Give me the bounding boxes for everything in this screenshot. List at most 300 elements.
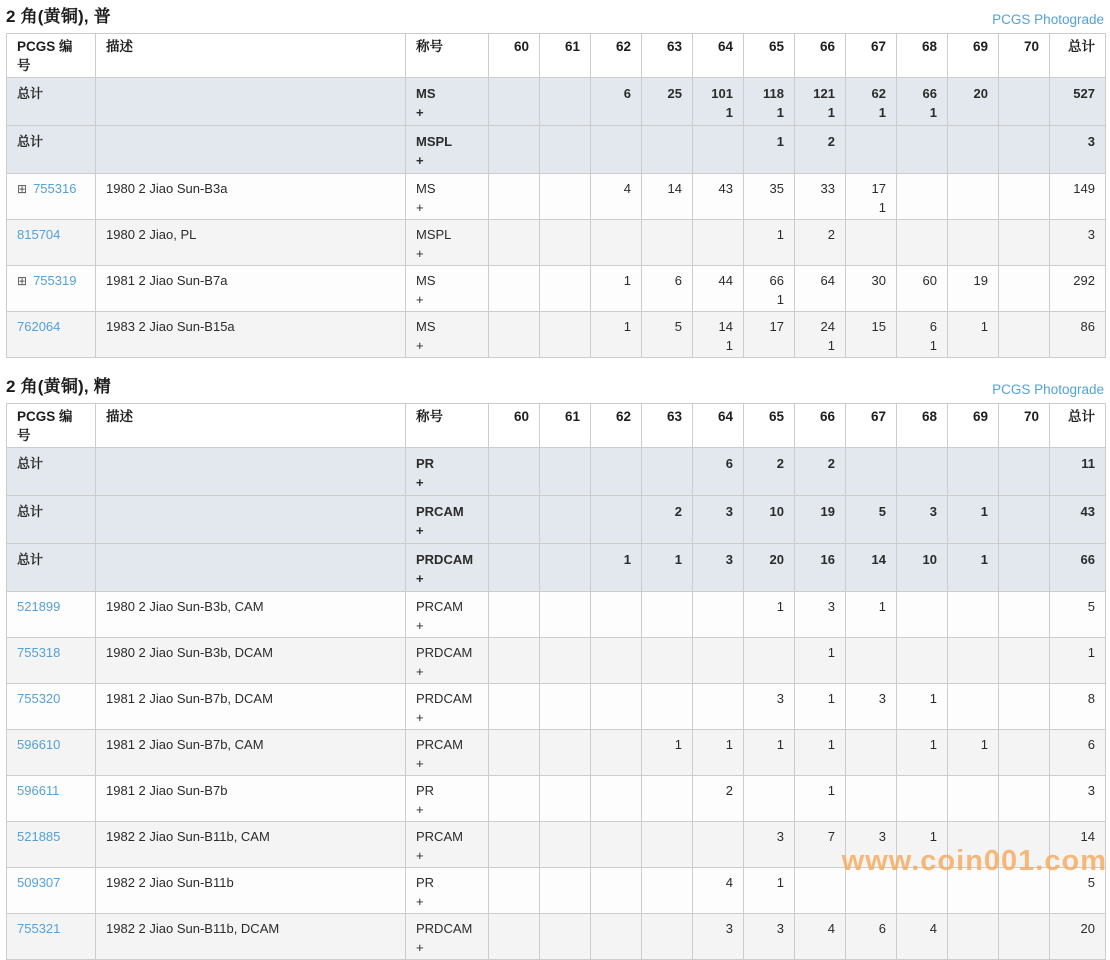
pcgs-number-link[interactable]: 815704 <box>17 227 61 242</box>
designation-label: PRDCAM <box>416 645 473 660</box>
grade-66-cell <box>795 496 846 544</box>
photograde-link-regular[interactable]: PCGS Photograde <box>992 12 1104 27</box>
grade-count: 43 <box>718 181 733 196</box>
grade-64-cell <box>693 914 744 960</box>
grade-68-cell <box>897 592 948 638</box>
grade-count: 3 <box>725 921 733 936</box>
designation-label: MSPL <box>416 227 452 242</box>
designation-cell <box>406 448 489 496</box>
grade-64-cell <box>693 638 744 684</box>
designation-plus-label: + <box>416 940 424 955</box>
grade-70-cell <box>999 312 1050 358</box>
grade-69-cell <box>948 312 999 358</box>
grade-65-cell <box>744 220 795 266</box>
grade-count: 4 <box>725 875 733 890</box>
pcgs-number-link[interactable]: 755319 <box>33 273 77 288</box>
grade-66-cell <box>795 914 846 960</box>
description-cell <box>96 220 406 266</box>
col-header-designation: 称号 <box>406 404 489 448</box>
grade-count: 14 <box>667 181 682 196</box>
description-text: 1980 2 Jiao Sun-B3b, CAM <box>106 599 264 614</box>
grade-count: 25 <box>667 86 682 101</box>
designation-plus-label: + <box>416 246 424 261</box>
description-text: 1981 2 Jiao Sun-B7a <box>106 273 228 288</box>
table-header-row <box>7 404 1106 448</box>
designation-label: PRCAM <box>416 599 463 614</box>
grade-60-cell <box>489 638 540 684</box>
grade-count: 101 <box>711 86 733 101</box>
grade-70-cell <box>999 638 1050 684</box>
designation-cell <box>406 914 489 960</box>
description-cell <box>96 684 406 730</box>
row-total-cell <box>1050 78 1106 126</box>
grade-67-cell <box>846 448 897 496</box>
grade-64-cell <box>693 544 744 592</box>
row-total-cell <box>1050 544 1106 592</box>
grade-63-cell <box>642 730 693 776</box>
row-total-value: 5 <box>1087 599 1095 614</box>
grade-63-cell <box>642 220 693 266</box>
col-header-grade-68: 68 <box>897 34 948 78</box>
grade-63-cell <box>642 592 693 638</box>
designation-label: PR <box>416 875 435 890</box>
grade-64-cell <box>693 78 744 126</box>
row-total-cell <box>1050 638 1106 684</box>
designation-label: PRDCAM <box>416 921 473 936</box>
row-total-cell <box>1050 174 1106 220</box>
grade-70-cell <box>999 592 1050 638</box>
designation-label: MS <box>416 273 436 288</box>
designation-cell <box>406 592 489 638</box>
grade-70-cell <box>999 266 1050 312</box>
description-cell <box>96 776 406 822</box>
grade-60-cell <box>489 496 540 544</box>
expand-icon[interactable]: ⊞ <box>17 274 28 288</box>
grade-plus-count: 1 <box>929 338 937 353</box>
grade-count: 1 <box>827 783 835 798</box>
pcgs-number-cell <box>7 312 96 358</box>
grade-65-cell <box>744 730 795 776</box>
summary-row <box>7 496 1106 544</box>
grade-62-cell <box>591 776 642 822</box>
description-cell <box>96 592 406 638</box>
grade-65-cell <box>744 914 795 960</box>
grade-67-cell <box>846 266 897 312</box>
grade-69-cell <box>948 638 999 684</box>
grade-63-cell <box>642 78 693 126</box>
description-cell <box>96 638 406 684</box>
summary-row <box>7 78 1106 126</box>
grade-count: 2 <box>776 456 784 471</box>
pcgs-number-link[interactable]: 755321 <box>17 921 61 936</box>
col-header-grade-62: 62 <box>591 34 642 78</box>
grade-69-cell <box>948 448 999 496</box>
grade-70-cell <box>999 914 1050 960</box>
grade-66-cell <box>795 730 846 776</box>
description-cell <box>96 544 406 592</box>
row-total-value: 86 <box>1080 319 1095 334</box>
grade-60-cell <box>489 684 540 730</box>
grade-62-cell <box>591 266 642 312</box>
grade-70-cell <box>999 174 1050 220</box>
grade-count: 1 <box>623 273 631 288</box>
grade-69-cell <box>948 776 999 822</box>
grade-60-cell <box>489 822 540 868</box>
row-total-value: 5 <box>1087 875 1095 890</box>
grade-64-cell <box>693 174 744 220</box>
row-total-value: 292 <box>1073 273 1095 288</box>
grade-65-cell <box>744 312 795 358</box>
grade-67-cell <box>846 312 897 358</box>
col-header-total: 总计 <box>1050 34 1106 78</box>
grade-69-cell <box>948 822 999 868</box>
grade-67-cell <box>846 776 897 822</box>
grade-count: 4 <box>623 181 631 196</box>
grade-68-cell <box>897 220 948 266</box>
pcgs-number-cell <box>7 914 96 960</box>
row-total-cell <box>1050 126 1106 174</box>
grade-63-cell <box>642 266 693 312</box>
grade-60-cell <box>489 544 540 592</box>
grade-count: 6 <box>929 319 937 334</box>
grade-64-cell <box>693 312 744 358</box>
population-table-regular <box>6 33 1106 358</box>
grade-64-cell <box>693 448 744 496</box>
grade-count: 19 <box>820 504 835 519</box>
grade-62-cell <box>591 220 642 266</box>
grade-plus-count: 1 <box>725 105 733 120</box>
grade-63-cell <box>642 126 693 174</box>
grade-count: 3 <box>827 599 835 614</box>
grade-67-cell <box>846 638 897 684</box>
grade-count: 1 <box>776 134 784 149</box>
grade-count: 66 <box>769 273 784 288</box>
grade-count: 24 <box>820 319 835 334</box>
grade-count: 121 <box>813 86 835 101</box>
grade-count: 3 <box>878 829 886 844</box>
pcgs-number-cell <box>7 592 96 638</box>
pcgs-number-cell <box>7 78 96 126</box>
grade-61-cell <box>540 730 591 776</box>
grade-66-cell <box>795 592 846 638</box>
pcgs-number-link[interactable]: 755320 <box>17 691 61 706</box>
pcgs-number-link[interactable]: 509307 <box>17 875 61 890</box>
table-row <box>7 914 1106 960</box>
grade-60-cell <box>489 312 540 358</box>
population-table-proof <box>6 403 1106 960</box>
designation-plus-label: + <box>416 200 424 215</box>
designation-plus-label: + <box>416 523 424 538</box>
row-total-value: 3 <box>1087 227 1095 242</box>
designation-plus-label: + <box>416 802 424 817</box>
table-row <box>7 684 1106 730</box>
designation-label: PRCAM <box>416 829 463 844</box>
grade-plus-count: 1 <box>878 105 886 120</box>
pcgs-number-cell <box>7 174 96 220</box>
section-title-proof: 2 角(黄铜), 精 <box>6 377 111 396</box>
grade-61-cell <box>540 914 591 960</box>
description-text: 1982 2 Jiao Sun-B11b, DCAM <box>106 921 280 936</box>
designation-plus-label: + <box>416 105 424 120</box>
grade-count: 2 <box>827 456 835 471</box>
grade-60-cell <box>489 868 540 914</box>
grade-66-cell <box>795 448 846 496</box>
grade-60-cell <box>489 776 540 822</box>
grade-count: 15 <box>871 319 886 334</box>
grade-69-cell <box>948 914 999 960</box>
grade-68-cell <box>897 730 948 776</box>
description-text: 1980 2 Jiao Sun-B3b, DCAM <box>106 645 273 660</box>
grade-63-cell <box>642 638 693 684</box>
total-label: 总计 <box>17 134 44 149</box>
grade-70-cell <box>999 684 1050 730</box>
designation-cell <box>406 684 489 730</box>
grade-66-cell <box>795 776 846 822</box>
grade-count: 7 <box>827 829 835 844</box>
table-row <box>7 638 1106 684</box>
pcgs-number-cell <box>7 496 96 544</box>
table-row <box>7 730 1106 776</box>
grade-65-cell <box>744 544 795 592</box>
grade-61-cell <box>540 638 591 684</box>
grade-64-cell <box>693 126 744 174</box>
grade-67-cell <box>846 914 897 960</box>
designation-cell <box>406 822 489 868</box>
grade-61-cell <box>540 496 591 544</box>
designation-label: PR <box>416 783 435 798</box>
grade-66-cell <box>795 220 846 266</box>
designation-label: MSPL <box>416 134 453 149</box>
col-header-grade-63: 63 <box>642 34 693 78</box>
grade-69-cell <box>948 496 999 544</box>
col-header-grade-62: 62 <box>591 404 642 448</box>
grade-63-cell <box>642 544 693 592</box>
description-text: 1981 2 Jiao Sun-B7b, CAM <box>106 737 264 752</box>
pcgs-number-cell <box>7 868 96 914</box>
table-row <box>7 266 1106 312</box>
grade-60-cell <box>489 730 540 776</box>
grade-67-cell <box>846 822 897 868</box>
description-text: 1983 2 Jiao Sun-B15a <box>106 319 235 334</box>
grade-count: 1 <box>776 599 784 614</box>
grade-69-cell <box>948 78 999 126</box>
pcgs-number-link[interactable]: 521885 <box>17 829 61 844</box>
grade-61-cell <box>540 822 591 868</box>
pcgs-number-link[interactable]: 755318 <box>17 645 61 660</box>
grade-68-cell <box>897 78 948 126</box>
grade-67-cell <box>846 544 897 592</box>
pcgs-number-cell <box>7 638 96 684</box>
designation-cell <box>406 312 489 358</box>
grade-65-cell <box>744 448 795 496</box>
table-row <box>7 868 1106 914</box>
grade-61-cell <box>540 220 591 266</box>
grade-count: 35 <box>769 181 784 196</box>
grade-count: 1 <box>827 737 835 752</box>
grade-70-cell <box>999 544 1050 592</box>
grade-count: 1 <box>674 552 682 567</box>
row-total-value: 527 <box>1073 86 1095 101</box>
description-cell <box>96 448 406 496</box>
grade-67-cell <box>846 592 897 638</box>
grade-63-cell <box>642 776 693 822</box>
description-cell <box>96 496 406 544</box>
description-text: 1981 2 Jiao Sun-B7b, DCAM <box>106 691 273 706</box>
grade-60-cell <box>489 592 540 638</box>
description-cell <box>96 174 406 220</box>
grade-68-cell <box>897 914 948 960</box>
designation-cell <box>406 730 489 776</box>
col-header-grade-65: 65 <box>744 34 795 78</box>
watermark: www.coin001.com <box>841 845 1107 877</box>
col-header-grade-64: 64 <box>693 34 744 78</box>
designation-plus-label: + <box>416 848 424 863</box>
summary-row <box>7 448 1106 496</box>
grade-68-cell <box>897 448 948 496</box>
grade-count: 33 <box>820 181 835 196</box>
grade-count: 3 <box>776 921 784 936</box>
pcgs-number-link[interactable]: 521899 <box>17 599 61 614</box>
grade-68-cell <box>897 544 948 592</box>
grade-69-cell <box>948 126 999 174</box>
col-header-grade-66: 66 <box>795 404 846 448</box>
pcgs-number-cell <box>7 776 96 822</box>
grade-62-cell <box>591 312 642 358</box>
grade-61-cell <box>540 126 591 174</box>
grade-count: 1 <box>929 737 937 752</box>
grade-67-cell <box>846 730 897 776</box>
row-total-cell <box>1050 822 1106 868</box>
grade-70-cell <box>999 868 1050 914</box>
photograde-link-proof[interactable]: PCGS Photograde <box>992 382 1104 397</box>
grade-65-cell <box>744 822 795 868</box>
row-total-cell <box>1050 496 1106 544</box>
grade-count: 2 <box>827 227 835 242</box>
total-label: 总计 <box>17 504 44 519</box>
pcgs-number-link[interactable]: 596611 <box>17 783 60 798</box>
row-total-cell <box>1050 220 1106 266</box>
pcgs-number-cell <box>7 448 96 496</box>
row-total-cell <box>1050 266 1106 312</box>
pcgs-number-cell <box>7 822 96 868</box>
grade-61-cell <box>540 174 591 220</box>
row-total-value: 149 <box>1073 181 1095 196</box>
col-header-grade-70: 70 <box>999 404 1050 448</box>
description-cell <box>96 78 406 126</box>
grade-66-cell <box>795 684 846 730</box>
description-cell <box>96 730 406 776</box>
grade-67-cell <box>846 174 897 220</box>
row-total-value: 8 <box>1087 691 1095 706</box>
row-total-value: 1 <box>1087 645 1095 660</box>
grade-65-cell <box>744 868 795 914</box>
pcgs-number-cell <box>7 684 96 730</box>
grade-count: 4 <box>827 921 835 936</box>
section-header-regular <box>6 3 1104 27</box>
grade-68-cell <box>897 266 948 312</box>
designation-plus-label: + <box>416 153 424 168</box>
grade-plus-count: 1 <box>929 105 937 120</box>
pcgs-number-link[interactable]: 762064 <box>17 319 61 334</box>
pcgs-number-link[interactable]: 755316 <box>33 181 77 196</box>
grade-65-cell <box>744 126 795 174</box>
grade-61-cell <box>540 266 591 312</box>
grade-61-cell <box>540 448 591 496</box>
section-title-regular: 2 角(黄铜), 普 <box>6 7 111 26</box>
grade-count: 3 <box>725 504 733 519</box>
col-header-grade-68: 68 <box>897 404 948 448</box>
designation-label: PRDCAM <box>416 691 473 706</box>
grade-count: 17 <box>769 319 784 334</box>
table-row <box>7 592 1106 638</box>
row-total-value: 3 <box>1087 783 1095 798</box>
grade-count: 1 <box>878 599 886 614</box>
row-total-cell <box>1050 914 1106 960</box>
row-total-cell <box>1050 776 1106 822</box>
grade-count: 1 <box>776 875 784 890</box>
col-header-grade-64: 64 <box>693 404 744 448</box>
grade-69-cell <box>948 592 999 638</box>
col-header-grade-61: 61 <box>540 404 591 448</box>
pcgs-number-link[interactable]: 596610 <box>17 737 61 752</box>
grade-61-cell <box>540 592 591 638</box>
expand-icon[interactable]: ⊞ <box>17 182 28 196</box>
grade-64-cell <box>693 220 744 266</box>
designation-plus-label: + <box>416 338 424 353</box>
row-total-value: 20 <box>1080 921 1095 936</box>
grade-60-cell <box>489 220 540 266</box>
grade-60-cell <box>489 266 540 312</box>
grade-61-cell <box>540 776 591 822</box>
grade-count: 20 <box>769 552 784 567</box>
grade-count: 1 <box>827 645 835 660</box>
grade-66-cell <box>795 266 846 312</box>
grade-66-cell <box>795 174 846 220</box>
grade-70-cell <box>999 448 1050 496</box>
row-total-cell <box>1050 868 1106 914</box>
col-header-grade-66: 66 <box>795 34 846 78</box>
grade-62-cell <box>591 822 642 868</box>
grade-68-cell <box>897 638 948 684</box>
designation-cell <box>406 266 489 312</box>
grade-66-cell <box>795 638 846 684</box>
grade-69-cell <box>948 868 999 914</box>
grade-count: 1 <box>929 691 937 706</box>
grade-70-cell <box>999 126 1050 174</box>
pcgs-number-cell <box>7 220 96 266</box>
grade-count: 1 <box>725 737 733 752</box>
grade-62-cell <box>591 592 642 638</box>
grade-plus-count: 1 <box>725 338 733 353</box>
designation-cell <box>406 638 489 684</box>
description-text: 1982 2 Jiao Sun-B11b <box>106 875 234 890</box>
description-cell <box>96 822 406 868</box>
grade-65-cell <box>744 592 795 638</box>
grade-count: 14 <box>718 319 733 334</box>
grade-61-cell <box>540 78 591 126</box>
col-header-grade-60: 60 <box>489 404 540 448</box>
designation-plus-label: + <box>416 664 424 679</box>
grade-62-cell <box>591 78 642 126</box>
grade-64-cell <box>693 730 744 776</box>
row-total-cell <box>1050 730 1106 776</box>
description-cell <box>96 266 406 312</box>
grade-count: 3 <box>878 691 886 706</box>
designation-cell <box>406 126 489 174</box>
description-cell <box>96 312 406 358</box>
grade-62-cell <box>591 544 642 592</box>
grade-count: 1 <box>980 552 988 567</box>
